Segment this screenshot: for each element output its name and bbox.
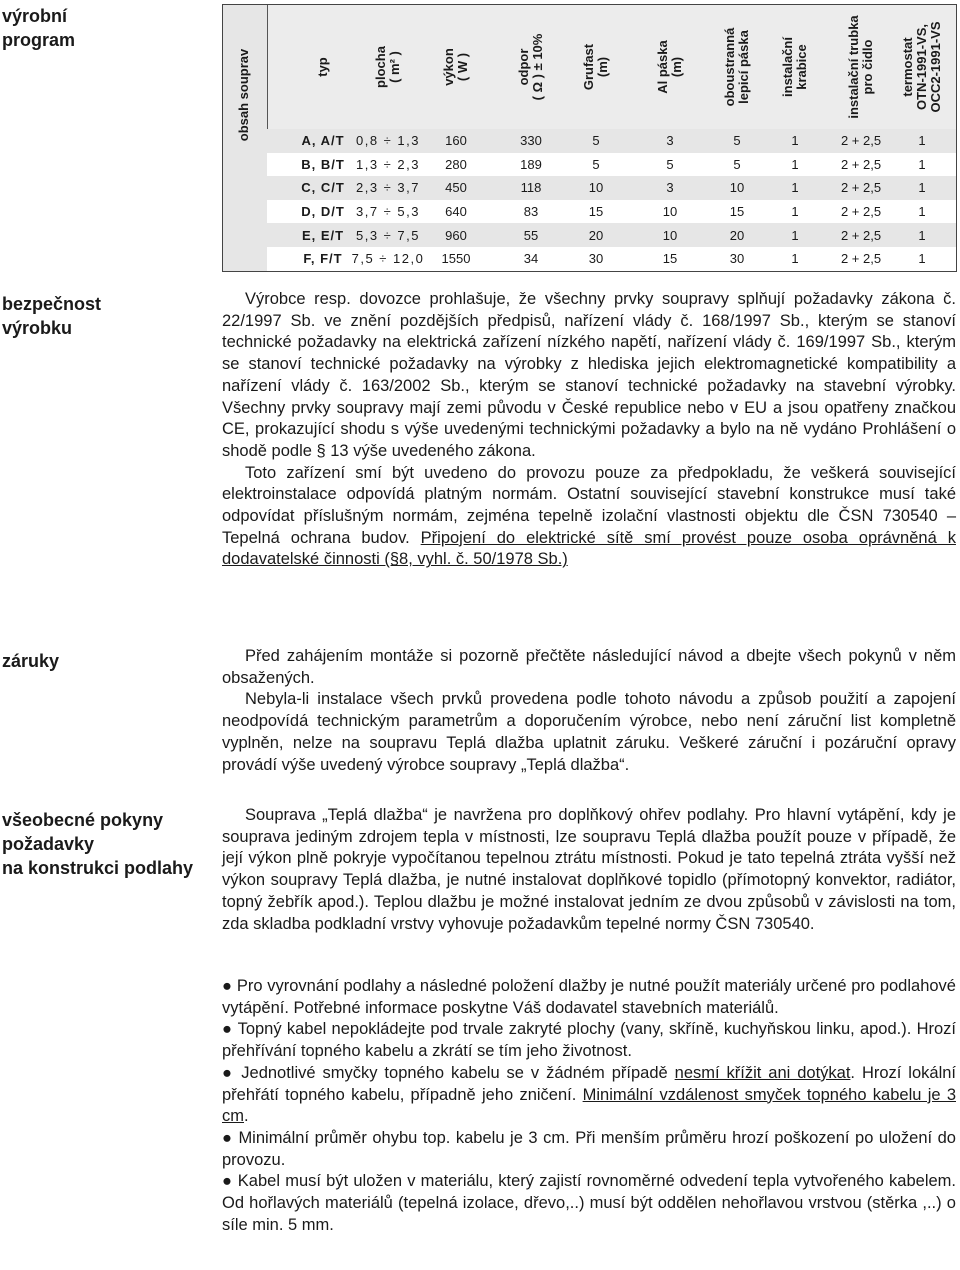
table-cell: 0,8 ÷ 1,3 xyxy=(355,133,420,149)
table-cell: 1 xyxy=(791,251,799,267)
header-line: termostat xyxy=(900,37,915,97)
list-item xyxy=(222,1063,956,1128)
label-line: požadavky xyxy=(2,834,95,854)
header-line: plocha xyxy=(373,46,388,88)
table-cell: 960 xyxy=(445,227,467,243)
cell-typ: C, C/T xyxy=(301,180,345,196)
column-header xyxy=(847,8,875,126)
header-line: ( W ) xyxy=(455,52,470,82)
table-cell: 5 xyxy=(592,133,600,149)
cell-typ: B, B/T xyxy=(301,156,345,172)
list-item xyxy=(222,1019,956,1062)
header-line: Al páska xyxy=(655,40,670,94)
table-cell: 1 xyxy=(918,156,926,172)
column-header xyxy=(517,8,545,126)
table-cell: 83 xyxy=(523,204,539,220)
table-cell: 20 xyxy=(729,227,745,243)
table-row xyxy=(267,247,956,271)
table-cell: 1 xyxy=(791,204,799,220)
bullet-text: . xyxy=(244,1107,249,1126)
table-cell: 160 xyxy=(445,133,467,149)
header-line: Grufast xyxy=(581,43,596,91)
table-cell: 30 xyxy=(729,251,745,267)
label-line: program xyxy=(2,30,76,50)
underlined-text: Minimální vzdálenost smyček topného kabelu je 3 cm xyxy=(222,1085,956,1126)
column-header xyxy=(582,8,610,126)
obsah-column xyxy=(223,5,268,271)
header-line: lepicí páska xyxy=(736,30,751,104)
table-cell: 1 xyxy=(918,227,926,243)
list-item xyxy=(222,976,956,1019)
column-header xyxy=(901,8,943,126)
table-cell: 1 xyxy=(918,133,926,149)
bezpecnost-section xyxy=(222,289,956,571)
zaruky-section xyxy=(222,646,956,776)
header-line: instalační xyxy=(780,37,795,97)
header-line: instalační trubka xyxy=(846,15,861,119)
header-line: (m) xyxy=(669,56,684,78)
table-row xyxy=(267,153,956,177)
table-cell: 1 xyxy=(791,227,799,243)
bullet-list xyxy=(222,976,956,1236)
column-header xyxy=(656,8,684,126)
bullet-text: Minimální průměr ohybu top. kabelu je 3 cm. Při menším průměru hrozí poškození po uložení do provozu. xyxy=(222,1128,956,1169)
table-cell: 1550 xyxy=(441,251,471,267)
cell-typ: F, F/T xyxy=(303,251,343,267)
bezpecnost-p2 xyxy=(222,463,956,572)
underlined-text: Připojení do elektrické sítě smí provést pouze osoba oprávněná k dodavatelské činnosti (§8, vyhl. č. 50/1978 Sb.) xyxy=(222,528,956,569)
table-cell: 2,3 ÷ 3,7 xyxy=(355,180,420,196)
table-cell: 5 xyxy=(666,156,674,172)
cell-typ: A, A/T xyxy=(301,133,345,149)
label-line: bezpečnost xyxy=(2,294,102,314)
table-cell: 118 xyxy=(520,180,542,196)
table-cell: 15 xyxy=(729,204,745,220)
table-cell: 34 xyxy=(523,251,539,267)
header-line: pro čidlo xyxy=(860,39,875,95)
bullet-text: Pro vyrovnání podlahy a následné položení dlažby je nutné použít materiály určené pro podlahové vytápění. Potřebné informace poskytne Váš dodavatel stavebních materiálů. xyxy=(222,977,956,1017)
table-cell: 330 xyxy=(520,133,542,149)
table-row xyxy=(267,129,956,153)
table-cell: 1 xyxy=(918,180,926,196)
table-cell: 640 xyxy=(445,204,467,220)
header-line: krabice xyxy=(794,44,809,90)
table-cell: 15 xyxy=(662,251,678,267)
zaruky-p1: Před zahájením montáže si pozorně přečtěte následující návod a dbejte všech pokynů v něm obsažených. xyxy=(222,647,956,687)
underlined-text: nesmí křížit ani dotýkat xyxy=(674,1063,851,1082)
label-line: výrobní xyxy=(2,6,68,26)
table-cell: 10 xyxy=(729,180,745,196)
text-span: Toto zařízení smí být uvedeno do provozu pouze za předpokladu, že veškerá související elektroinstalace odpovídá platným normám. Ostatní související stavební konstrukce musí také odpovídat příslušným normám, zejména tepelně izolační vlastnosti objektu dle ČSN 730540 – Tepelná ochrana budov. xyxy=(222,463,956,547)
column-header xyxy=(781,8,809,126)
bullet-text: . Hrozí lokální přehřátí topného kabelu, případně jeho zničení. xyxy=(222,1063,956,1104)
header-line: OCC2-1991-VS xyxy=(928,21,943,113)
table-cell: 15 xyxy=(588,204,604,220)
table-cell: 55 xyxy=(523,227,539,243)
table-cell: 3 xyxy=(666,133,674,149)
table-row xyxy=(267,223,956,247)
label-line: záruky xyxy=(2,651,60,671)
table-cell: 5,3 ÷ 7,5 xyxy=(355,227,420,243)
table-cell: 1 xyxy=(791,156,799,172)
table-cell: 3 xyxy=(666,180,674,196)
bullet-text: Topný kabel nepokládejte pod trvale zakryté plochy (vany, skříně, kuchyňskou linku, apod.). Hrozí přehřívání topného kabelu a zkrátí se tím jeho životnost. xyxy=(222,1020,956,1061)
header-line: OTN-1991-VS, xyxy=(914,24,929,110)
label-vyrobni-program xyxy=(2,4,75,52)
table-cell: 20 xyxy=(588,227,604,243)
table-cell: 10 xyxy=(662,204,678,220)
table-cell: 1 xyxy=(791,133,799,149)
table-cell: 30 xyxy=(588,251,604,267)
column-header xyxy=(442,8,470,126)
table-cell: 3,7 ÷ 5,3 xyxy=(355,204,420,220)
table-cell: 2 + 2,5 xyxy=(840,133,882,149)
column-header xyxy=(316,8,330,126)
header-line: výkon xyxy=(441,48,456,86)
table-cell: 1 xyxy=(918,251,926,267)
table-cell: 1 xyxy=(791,180,799,196)
product-table xyxy=(222,4,957,272)
label-line: všeobecné pokyny xyxy=(2,810,164,830)
bullet-text: Kabel musí být uložen v materiálu, který zajistí rovnoměrné odvedení tepla vytvořeného kabelem. Od hořlavých materiálů (tepelná izolace, dřevo,..) musí být oddělen nehořlavou vrstvou (stěrka ,..) o síle min. 5 mm. xyxy=(222,1172,956,1234)
table-row xyxy=(267,200,956,224)
list-item xyxy=(222,1128,956,1171)
column-header xyxy=(374,8,402,126)
table-cell: 5 xyxy=(733,133,741,149)
table-cell: 2 + 2,5 xyxy=(840,251,882,267)
table-cell: 5 xyxy=(592,156,600,172)
table-cell: 189 xyxy=(520,156,542,172)
table-body xyxy=(267,129,956,271)
header-line: odpor xyxy=(516,48,531,86)
vseobecne-p1: Souprava „Teplá dlažba“ je navržena pro doplňkový ohřev podlahy. Pro hlavní vytápění, kdy je souprava jediným zdrojem tepla v místnosti, lze soupravu Teplá dlažba použít pouze v případě, že její výkon plně pokryje vypočítanou tepelnou ztrátu místnosti. Pokud je tato tepelná ztráta vyšší než výkon soupravy Teplá dlažba, je nutné instalovat doplňkové topidlo (přímotopný konvektor, radiátor, topný žebřík apod.). Teplou dlažbu je možné instalovat jedním ze dvou způsobů v závislosti na tom, zda skladba podkladní vrstvy vyhovuje požadavkům tepelné normy ČSN 730540. xyxy=(222,806,956,933)
table-cell: 1,3 ÷ 2,3 xyxy=(355,156,420,172)
bullet-text: Jednotlivé smyčky topného kabelu se v žádném případě xyxy=(241,1063,675,1082)
cell-typ: D, D/T xyxy=(301,204,345,220)
table-cell: 2 + 2,5 xyxy=(840,180,882,196)
label-vseobecne-pokyny xyxy=(2,808,193,880)
table-cell: 280 xyxy=(445,156,467,172)
table-cell: 10 xyxy=(662,227,678,243)
header-line: ( Ω ) ± 10% xyxy=(530,33,545,101)
label-line: na konstrukci podlahy xyxy=(2,858,194,878)
column-header xyxy=(723,8,751,126)
label-zaruky xyxy=(2,649,59,673)
bezpecnost-p1: Výrobce resp. dovozce prohlašuje, že všechny prvky soupravy splňují požadavky zákona č. 22/1997 Sb. ve znění pozdějších předpisů, nařízení vlády č. 168/1997 Sb., kterým se stanoví technické požadavky na elektrická zařízení nízkého napětí, nařízení vlády č. 169/1997 Sb., kterým se stanoví technické požadavky na výrobky z hlediska jejich elektromagnetické kompatibility a nařízení vlády č. 163/2002 Sb., kterým se stanoví technické požadavky na stavební výrobky. Všechny prvky soupravy mají zemi původu v České republice nebo v EU a jsou opatřeny značkou CE, prokazující shodu s výše uvedenými technickými požadavky a bylo na ně vydáno Prohlášení o shodě podle § 13 výše uvedeného zákona. xyxy=(222,290,956,460)
list-item xyxy=(222,1171,956,1236)
vseobecne-section xyxy=(222,805,956,935)
table-cell: 5 xyxy=(733,156,741,172)
header-line: oboustranná xyxy=(722,27,737,107)
table-cell: 7,5 ÷ 12,0 xyxy=(351,251,425,267)
table-cell: 10 xyxy=(588,180,604,196)
table-cell: 450 xyxy=(445,180,467,196)
label-bezpecnost xyxy=(2,292,101,340)
label-line: výrobku xyxy=(2,318,73,338)
table-cell: 2 + 2,5 xyxy=(840,204,882,220)
table-cell: 2 + 2,5 xyxy=(840,227,882,243)
header-line: (m) xyxy=(595,56,610,78)
zaruky-p2: Nebyla-li instalace všech prvků provedena podle tohoto návodu a způsob použití a zapojení neodpovídá technickým parametrům a doporučením výrobce, nebo není záruční list kompletně vyplněn, nelze na soupravu Teplá dlažba uplatnit záruku. Veškeré záruční i pozáruční opravy provádí výše uvedený výrobce soupravy „Teplá dlažba“. xyxy=(222,690,956,774)
cell-typ: E, E/T xyxy=(301,227,345,243)
header-line: typ xyxy=(315,57,330,77)
table-cell: 1 xyxy=(918,204,926,220)
table-cell: 2 + 2,5 xyxy=(840,156,882,172)
table-row xyxy=(267,176,956,200)
header-line: ( m² ) xyxy=(387,51,402,83)
obsah-label: obsah souprav xyxy=(236,48,251,142)
